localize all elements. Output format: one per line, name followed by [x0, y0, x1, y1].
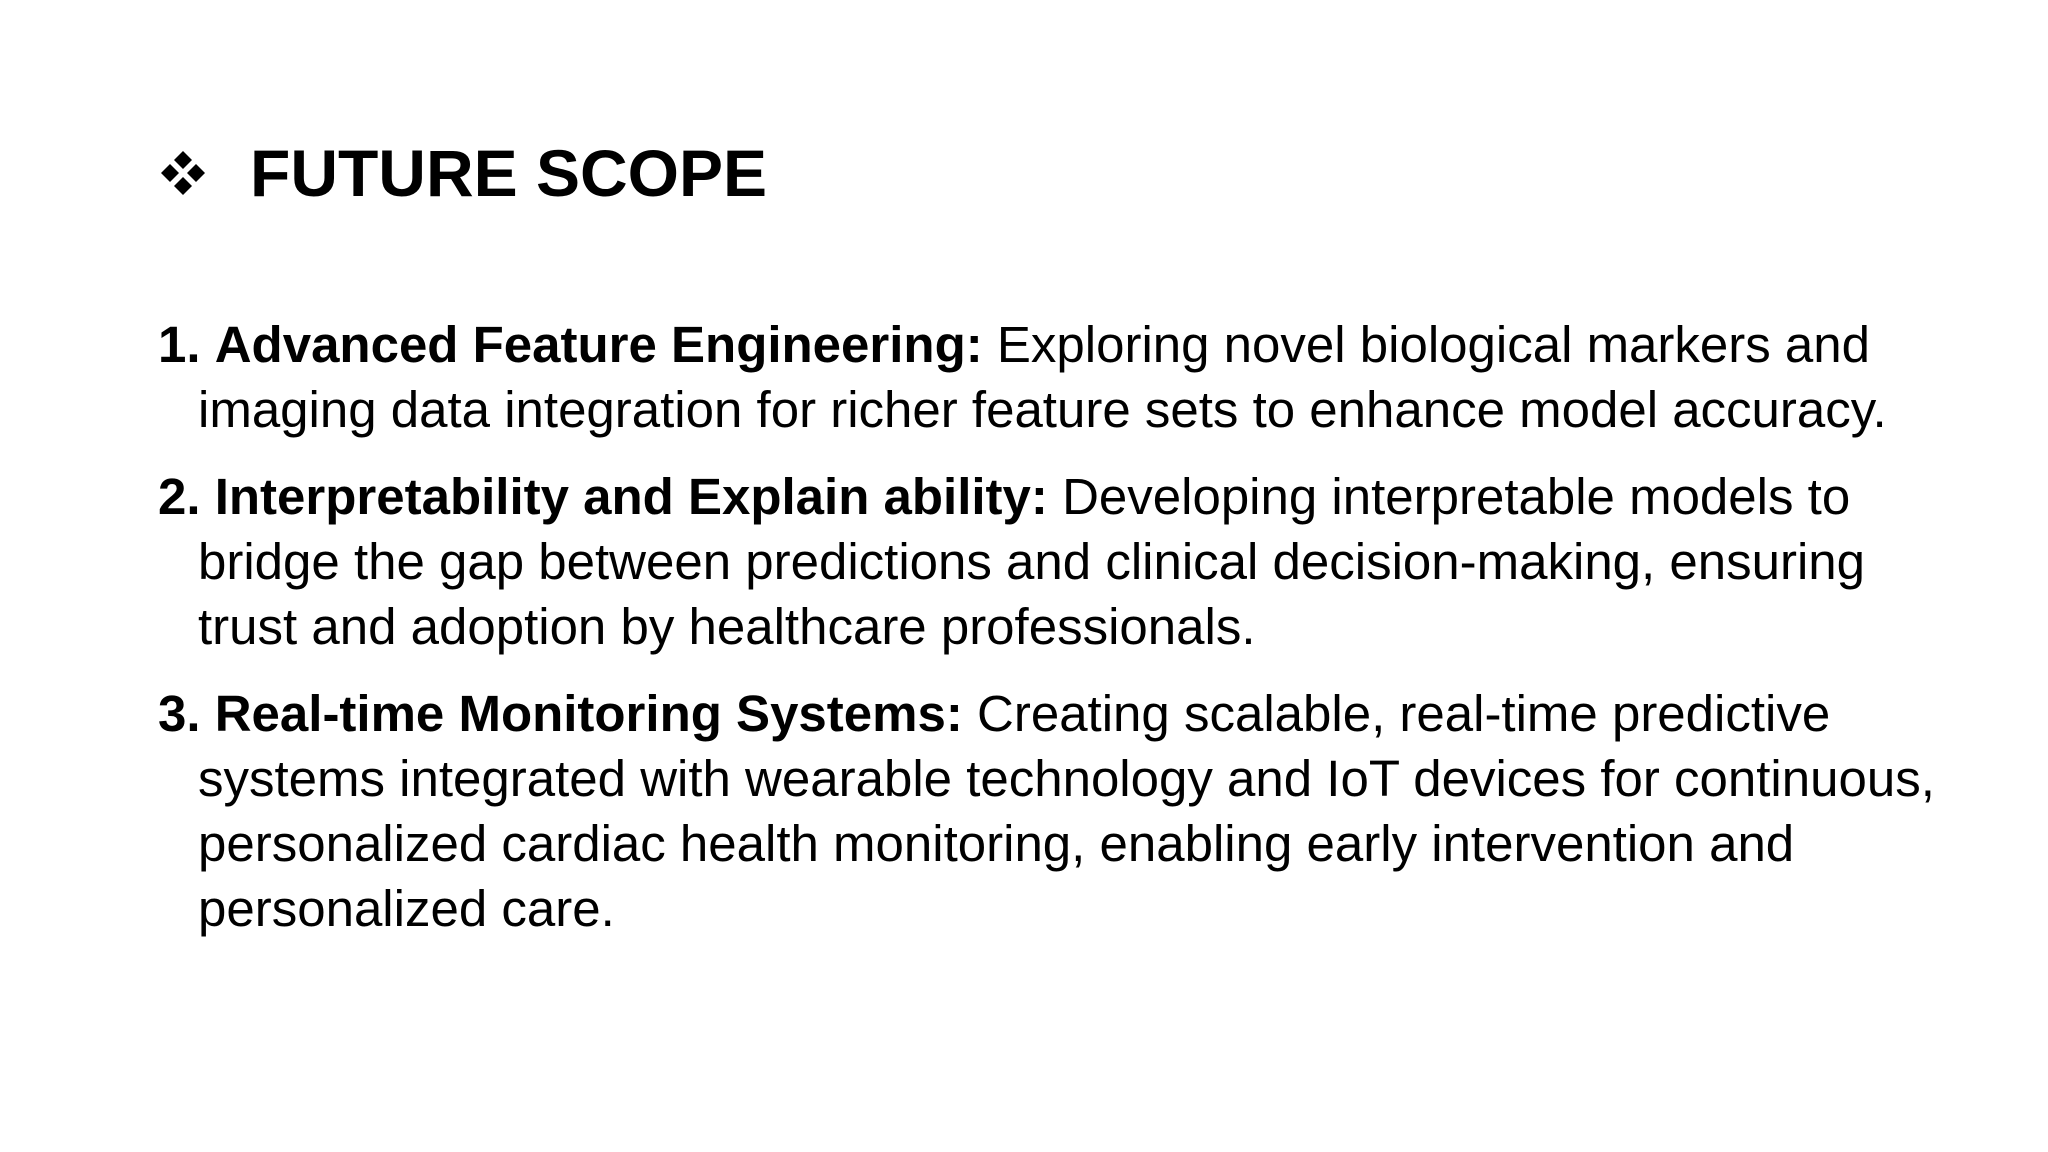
list-item-number: 2.: [158, 468, 201, 525]
list-item: [158, 681, 1938, 941]
list-item-heading: Real-time Monitoring Systems:: [214, 685, 963, 742]
list-item-body: Exploring novel biological markers and imaging data integration for richer feature sets to enhance model accuracy.: [198, 316, 1887, 438]
list-item-heading: Advanced Feature Engineering:: [214, 316, 983, 373]
slide-title: FUTURE SCOPE: [250, 136, 768, 210]
future-scope-list: [158, 312, 1938, 963]
four-diamond-bullet-icon: [160, 150, 206, 196]
list-item: [158, 312, 1938, 442]
list-item-heading: Interpretability and Explain ability:: [214, 468, 1048, 525]
list-item-body: Developing interpretable models to bridge the gap between predictions and clinical decision-making, ensuring trust and adoption by healthcare professionals.: [198, 468, 1866, 655]
list-item: [158, 464, 1938, 659]
list-item-number: 1.: [158, 316, 201, 373]
slide-title-row: [160, 128, 767, 218]
list-item-body: Creating scalable, real-time predictive systems integrated with wearable technology and IoT devices for continuous, personalized cardiac health monitoring, enabling early intervention and personalized care.: [198, 685, 1935, 937]
list-item-number: 3.: [158, 685, 201, 742]
